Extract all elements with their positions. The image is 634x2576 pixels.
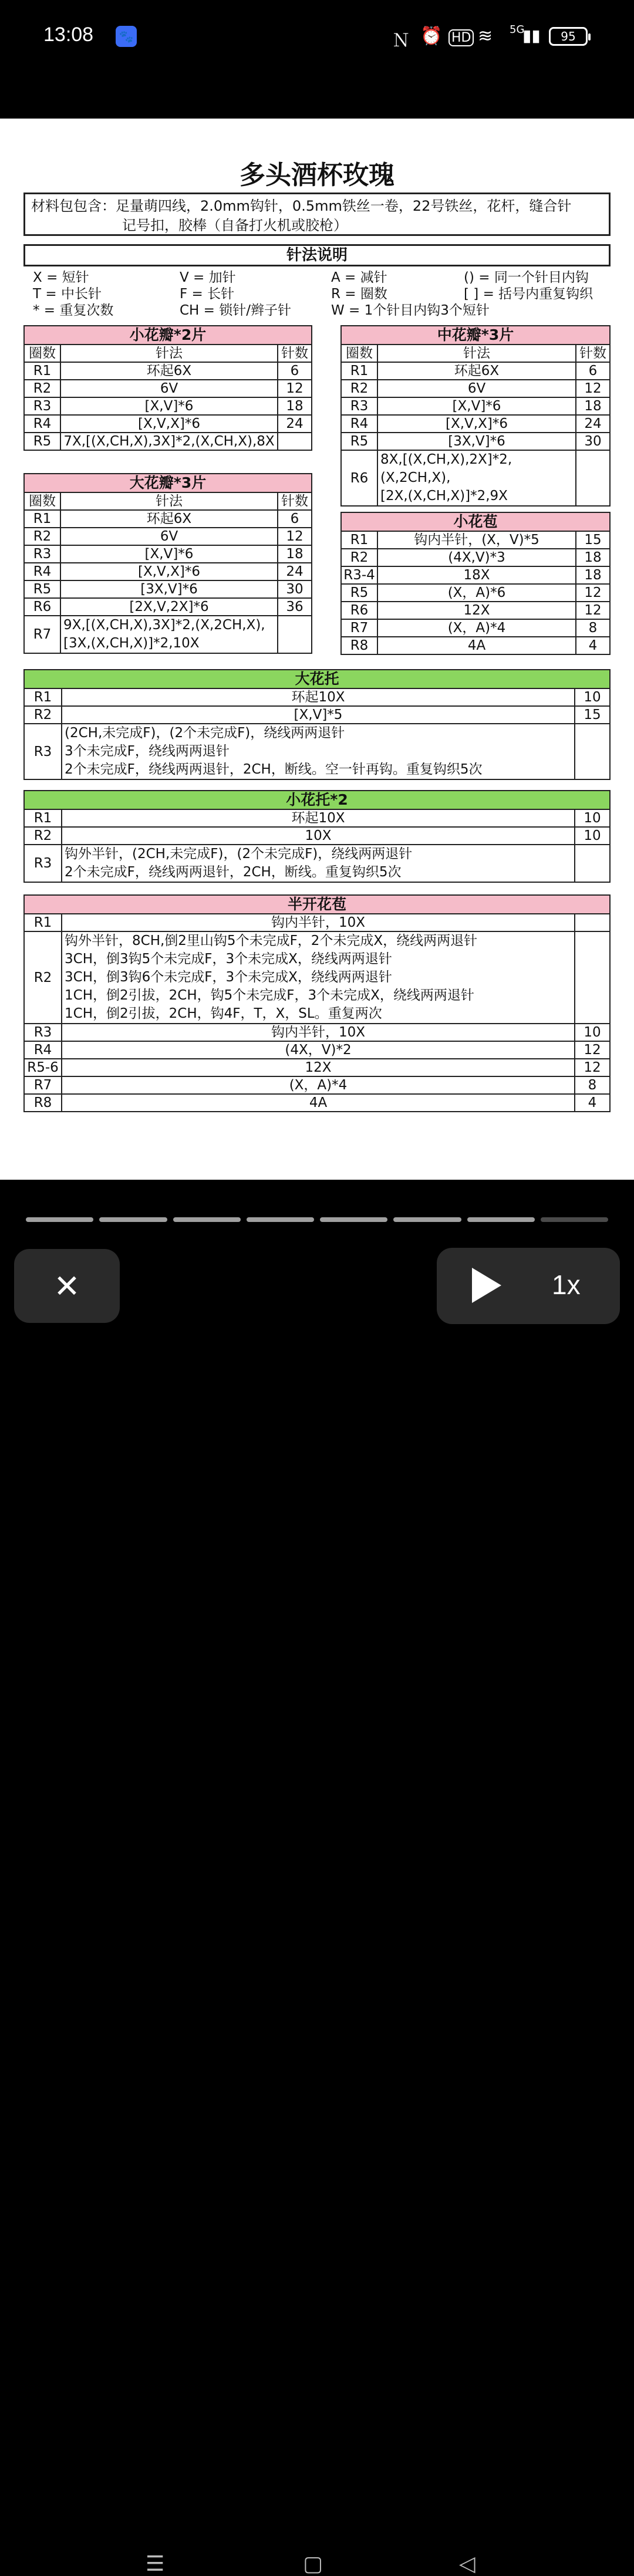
playback-control[interactable] (437, 1248, 620, 1324)
round-cell: R3 (24, 397, 60, 415)
wifi-icon: ≋ (478, 26, 493, 46)
count-cell: 18 (576, 566, 610, 584)
stitch-cell: 钩内半针，10X (62, 1024, 575, 1041)
count-cell: 8 (576, 619, 610, 637)
round-cell: R1 (24, 809, 62, 827)
medium-petal-table (340, 325, 611, 507)
progress-segment (26, 1217, 93, 1222)
count-cell (576, 450, 610, 506)
round-cell: R2 (24, 931, 62, 1024)
count-cell: 6 (278, 510, 312, 528)
table-row (341, 566, 610, 584)
round-cell: R4 (24, 1041, 62, 1059)
table-row (24, 380, 312, 397)
round-cell: R5 (24, 433, 60, 450)
count-cell (575, 845, 610, 882)
baidu-app-icon: 🐾 (116, 26, 137, 47)
table-row (24, 545, 312, 563)
legend-item: T = 中长针 (33, 286, 102, 302)
count-cell: 24 (278, 563, 312, 580)
progress-segment (541, 1217, 608, 1222)
round-cell: R3 (24, 545, 60, 563)
stitch-cell: 钩外半针，(2CH,未完成F)，(2个未完成F)，绕线两两退针 2个未完成F，绕线两两退针，2CH，断线。重复钩织5次 (62, 845, 575, 882)
player-controls (0, 1180, 634, 2576)
table-row (24, 415, 312, 433)
table-row (24, 914, 610, 931)
round-cell: R6 (341, 450, 377, 506)
half-open-bud-table (23, 894, 611, 1112)
column-header: 针数 (576, 345, 610, 362)
round-cell: R4 (24, 415, 60, 433)
stitch-cell: 钩内半针，10X (62, 914, 575, 931)
round-cell: R4 (24, 563, 60, 580)
table-row (341, 362, 610, 380)
count-cell: 24 (576, 415, 610, 433)
count-cell: 12 (278, 528, 312, 545)
legend-item: () = 同一个针目内钩 (464, 270, 589, 285)
stitch-cell: 钩外半针，8CH,倒2里山钩5个未完成F，2个未完成X，绕线两两退针 3CH，倒3钩5个未完成F，3个未完成X，绕线两两退针 3CH，倒3钩6个未完成F，3个未完成X，绕线两两退针 1CH，倒2引拔，2CH，钩5个未完成F，3个未完成X，绕线两两退针 1CH，倒2引拔，2CH，钩4F，T，X，SL。重复两次 (62, 931, 575, 1024)
small-calyx-table (23, 790, 611, 883)
round-cell: R5 (341, 433, 377, 450)
count-cell: 10 (575, 827, 610, 845)
round-cell: R6 (341, 602, 377, 619)
legend-item: * = 重复次数 (33, 303, 114, 318)
count-cell: 10 (575, 1024, 610, 1041)
round-cell: R8 (341, 637, 377, 654)
progress-segment (173, 1217, 241, 1222)
stitch-cell: 环起10X (62, 809, 575, 827)
stitch-cell: (X，A)*4 (377, 619, 576, 637)
progress-segment (247, 1217, 314, 1222)
table-row (24, 1024, 610, 1041)
stitch-cell: 10X (62, 827, 575, 845)
stitch-cell: 4A (377, 637, 576, 654)
table-row (341, 531, 610, 549)
table-row (24, 688, 610, 706)
table-row (24, 616, 312, 653)
round-cell: R1 (24, 510, 60, 528)
count-cell: 12 (575, 1059, 610, 1076)
story-progress (26, 1217, 608, 1222)
count-cell: 12 (576, 584, 610, 602)
table-row (24, 827, 610, 845)
legend-title: 针法说明 (23, 244, 611, 266)
speed-button[interactable]: 1x (552, 1270, 581, 1300)
stitch-cell: [X,V]*5 (62, 706, 575, 724)
round-cell: R1 (341, 362, 377, 380)
nfc-icon: Ｎ (392, 31, 410, 51)
table-row (341, 415, 610, 433)
pattern-document (0, 119, 634, 1180)
table-title: 半开花苞 (24, 895, 610, 914)
column-header: 圈数 (341, 345, 377, 362)
materials-line: 记号扣，胶棒（自备打火机或胶枪） (122, 217, 348, 234)
progress-segment (99, 1217, 167, 1222)
round-cell: R5 (341, 584, 377, 602)
count-cell: 36 (278, 598, 312, 616)
stitch-cell: [3X,V]*6 (60, 580, 278, 598)
count-cell: 18 (278, 545, 312, 563)
column-header: 圈数 (24, 345, 60, 362)
legend-item: X = 短针 (33, 270, 89, 285)
count-cell: 18 (576, 397, 610, 415)
count-cell: 8 (575, 1076, 610, 1094)
count-cell: 15 (576, 531, 610, 549)
count-cell: 10 (575, 809, 610, 827)
count-cell (278, 616, 312, 653)
stitch-cell: [X,V]*6 (377, 397, 576, 415)
stitch-cell: 环起10X (62, 688, 575, 706)
column-header: 圈数 (24, 492, 60, 510)
table-title: 大花托 (24, 670, 610, 688)
stitch-cell: 环起6X (60, 362, 278, 380)
legend-item: F = 长针 (180, 286, 235, 302)
round-cell: R5-6 (24, 1059, 62, 1076)
stitch-legend (23, 265, 611, 318)
round-cell: R2 (24, 706, 62, 724)
stitch-cell: 12X (377, 602, 576, 619)
column-header: 针法 (377, 345, 576, 362)
table-row (24, 724, 610, 779)
stitch-cell: 钩内半针，(X，V)*5 (377, 531, 576, 549)
round-cell: R1 (24, 914, 62, 931)
stitch-cell: 6V (60, 380, 278, 397)
stitch-cell: [X,V,X]*6 (60, 563, 278, 580)
legend-item: R = 圈数 (331, 286, 387, 302)
stitch-cell: (X，A)*6 (377, 584, 576, 602)
stitch-cell: [X,V]*6 (60, 545, 278, 563)
table-title: 大花瓣*3片 (24, 474, 312, 492)
count-cell: 12 (576, 380, 610, 397)
stitch-cell: [2X,V,2X]*6 (60, 598, 278, 616)
status-bar (0, 0, 634, 73)
close-icon: ✕ (53, 1267, 80, 1305)
count-cell (575, 914, 610, 931)
round-cell: R7 (24, 1076, 62, 1094)
status-time: 13:08 (43, 23, 94, 46)
table-row (24, 433, 312, 450)
stitch-cell: 8X,[(X,CH,X),2X]*2,(X,2CH,X), [2X,(X,CH,X)]*2,9X (377, 450, 576, 506)
round-cell: R6 (24, 598, 60, 616)
count-cell: 18 (576, 549, 610, 566)
table-row (341, 619, 610, 637)
count-cell: 10 (575, 688, 610, 706)
round-cell: R2 (341, 549, 377, 566)
large-petal-table (23, 473, 312, 654)
table-row (24, 706, 610, 724)
stitch-cell: 6V (60, 528, 278, 545)
small-bud-table (340, 512, 611, 655)
legend-item: V = 加针 (180, 270, 236, 285)
column-header: 针法 (60, 492, 278, 510)
table-row (341, 584, 610, 602)
table-row (341, 637, 610, 654)
progress-segment (320, 1217, 387, 1222)
stitch-cell: 9X,[(X,CH,X),3X]*2,(X,2CH,X), [3X,(X,CH,X)]*2,10X (60, 616, 278, 653)
round-cell: R3 (341, 397, 377, 415)
count-cell: 6 (278, 362, 312, 380)
table-row (24, 1094, 610, 1112)
round-cell: R5 (24, 580, 60, 598)
legend-item: A = 减针 (331, 270, 387, 285)
stitch-cell: (2CH,未完成F)，(2个未完成F)，绕线两两退针 3个未完成F，绕线两两退针 2个未完成F，绕线两两退针，2CH，断线。空一针再钩。重复钩织5次 (62, 724, 575, 779)
table-row (341, 450, 610, 506)
table-row (24, 1059, 610, 1076)
table-row (24, 362, 312, 380)
stitch-cell: 12X (62, 1059, 575, 1076)
stitch-cell: (4X,V)*3 (377, 549, 576, 566)
table-row (24, 1041, 610, 1059)
table-row (24, 931, 610, 1024)
round-cell: R8 (24, 1094, 62, 1112)
stitch-cell: [X,V,X]*6 (377, 415, 576, 433)
round-cell: R3 (24, 1024, 62, 1041)
menu-nav-icon[interactable]: ☰ (146, 2552, 165, 2576)
table-row (24, 528, 312, 545)
table-row (24, 397, 312, 415)
large-calyx-table (23, 669, 611, 780)
stitch-cell: 7X,[(X,CH,X),3X]*2,(X,CH,X),8X (60, 433, 278, 450)
table-row (341, 433, 610, 450)
count-cell (278, 433, 312, 450)
round-cell: R7 (24, 616, 60, 653)
table-title: 小花苞 (341, 512, 610, 531)
count-cell: 30 (278, 580, 312, 598)
round-cell: R1 (341, 531, 377, 549)
table-title: 中花瓣*3片 (341, 326, 610, 345)
round-cell: R7 (341, 619, 377, 637)
play-icon[interactable] (472, 1268, 501, 1303)
table-row (24, 1076, 610, 1094)
table-row (24, 510, 312, 528)
legend-item: CH = 锁针/辫子针 (180, 303, 291, 318)
table-title: 小花托*2 (24, 791, 610, 809)
count-cell: 15 (575, 706, 610, 724)
table-title: 小花瓣*2片 (24, 326, 312, 345)
column-header: 针法 (60, 345, 278, 362)
document-title: 多头酒杯玫瑰 (240, 160, 394, 190)
count-cell: 6 (576, 362, 610, 380)
table-row (341, 380, 610, 397)
stitch-cell: 环起6X (60, 510, 278, 528)
stitch-cell: 环起6X (377, 362, 576, 380)
round-cell: R4 (341, 415, 377, 433)
round-cell: R2 (24, 528, 60, 545)
stitch-cell: 18X (377, 566, 576, 584)
count-cell (575, 931, 610, 1024)
stitch-cell: 6V (377, 380, 576, 397)
table-row (341, 397, 610, 415)
count-cell: 18 (278, 397, 312, 415)
table-row (24, 598, 312, 616)
column-header: 针数 (278, 345, 312, 362)
count-cell: 12 (576, 602, 610, 619)
table-row (24, 580, 312, 598)
round-cell: R2 (24, 380, 60, 397)
round-cell: R3 (24, 724, 62, 779)
legend-item: W = 1个针目内钩3个短针 (331, 303, 490, 318)
home-nav-icon[interactable]: ▢ (303, 2552, 323, 2576)
stitch-cell: [X,V]*6 (60, 397, 278, 415)
hd-icon: HD (448, 29, 474, 46)
count-cell: 12 (575, 1041, 610, 1059)
count-cell: 4 (575, 1094, 610, 1112)
signal-icon: ▮▮ (522, 26, 541, 45)
battery-icon: 95 (549, 27, 588, 46)
round-cell: R3 (24, 845, 62, 882)
count-cell (575, 724, 610, 779)
alarm-icon: ⏰ (420, 26, 443, 46)
round-cell: R1 (24, 688, 62, 706)
round-cell: R2 (24, 827, 62, 845)
progress-segment (467, 1217, 535, 1222)
small-petal-table (23, 325, 312, 451)
table-row (341, 602, 610, 619)
progress-segment (393, 1217, 461, 1222)
materials-line: 材料包包含：足量萌四线，2.0mm钩针，0.5mm铁丝一卷，22号铁丝，花杆，缝合针 (31, 198, 572, 214)
table-row (24, 845, 610, 882)
stitch-cell: 4A (62, 1094, 575, 1112)
stitch-cell: (4X，V)*2 (62, 1041, 575, 1059)
close-button[interactable] (14, 1249, 120, 1323)
count-cell: 30 (576, 433, 610, 450)
network-type: 5G (510, 23, 525, 36)
table-row (24, 809, 610, 827)
stitch-cell: [X,V,X]*6 (60, 415, 278, 433)
stitch-cell: [3X,V]*6 (377, 433, 576, 450)
legend-item: [ ] = 括号内重复钩织 (464, 286, 593, 302)
column-header: 针数 (278, 492, 312, 510)
round-cell: R2 (341, 380, 377, 397)
count-cell: 24 (278, 415, 312, 433)
round-cell: R1 (24, 362, 60, 380)
materials-box (23, 193, 611, 236)
table-row (341, 549, 610, 566)
stitch-cell: (X，A)*4 (62, 1076, 575, 1094)
table-row (24, 563, 312, 580)
round-cell: R3-4 (341, 566, 377, 584)
back-nav-icon[interactable]: ◁ (459, 2552, 476, 2576)
count-cell: 4 (576, 637, 610, 654)
count-cell: 12 (278, 380, 312, 397)
